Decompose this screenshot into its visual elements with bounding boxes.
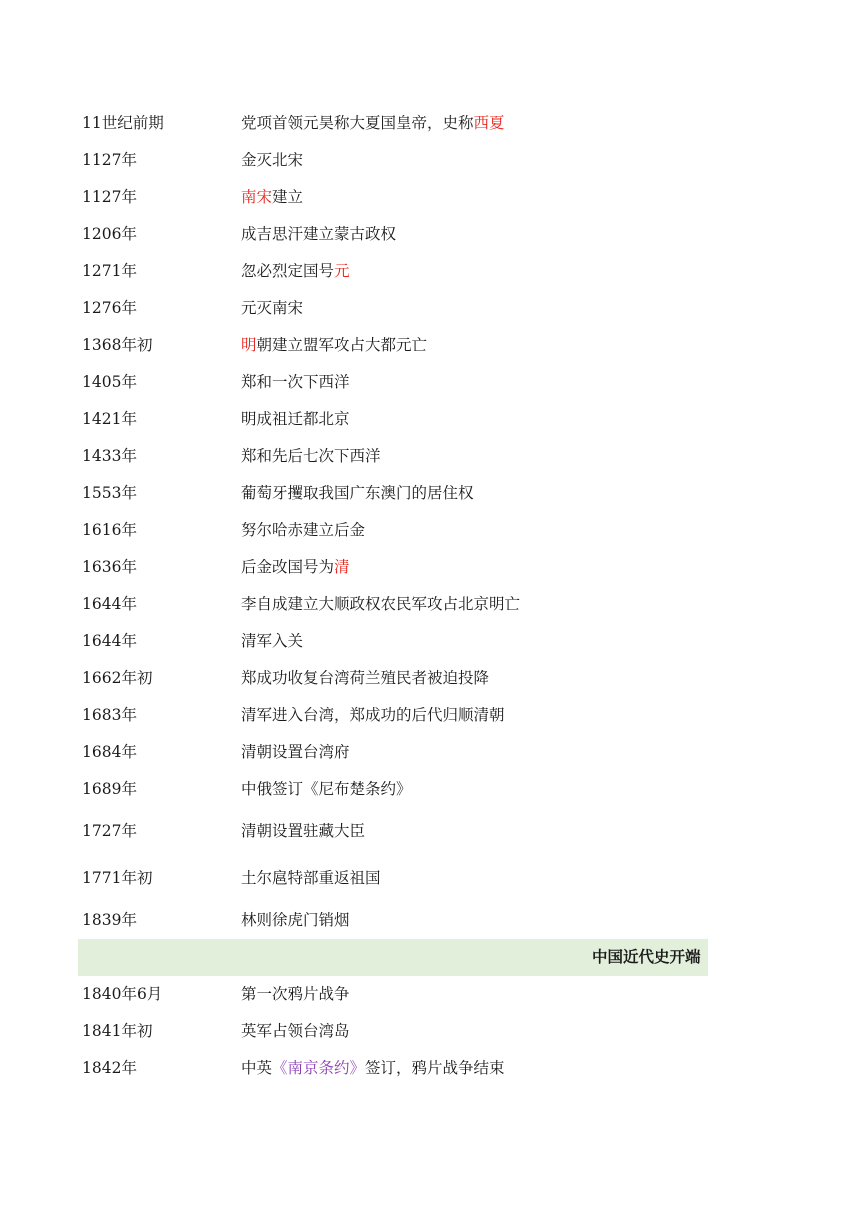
row-event <box>241 512 365 549</box>
row-event <box>241 771 412 808</box>
event-text: 党项首领元昊称大夏国皇帝，史称 <box>241 114 474 132</box>
row-date: 1727年 <box>82 822 137 840</box>
row-event <box>241 902 350 939</box>
row-date: 1433年 <box>82 447 137 465</box>
timeline-row <box>78 549 708 586</box>
row-date: 1276年 <box>82 299 137 317</box>
row-date: 1689年 <box>82 780 137 798</box>
timeline-row <box>78 253 708 290</box>
event-text: 签订，鸦片战争结束 <box>365 1059 505 1077</box>
row-date: 1842年 <box>82 1059 137 1077</box>
row-event <box>241 179 303 216</box>
timeline-row <box>78 438 708 475</box>
row-event <box>241 142 303 179</box>
row-event <box>241 327 427 364</box>
event-text: 土尔扈特部重返祖国 <box>241 869 381 887</box>
timeline-row <box>78 902 708 939</box>
timeline-rows-before <box>78 105 708 939</box>
row-event <box>241 586 520 623</box>
row-date: 1839年 <box>82 911 137 929</box>
timeline-row <box>78 734 708 771</box>
row-event <box>241 976 350 1013</box>
event-text: 清朝设置台湾府 <box>241 743 350 761</box>
highlighted-term: 明 <box>241 336 257 354</box>
row-date: 1127年 <box>82 188 137 206</box>
row-event <box>241 105 505 142</box>
row-date: 1683年 <box>82 706 137 724</box>
timeline-row <box>78 364 708 401</box>
row-date: 1636年 <box>82 558 137 576</box>
event-text: 中俄签订《尼布楚条约》 <box>241 780 412 798</box>
highlighted-term: 《南京条约》 <box>272 1059 366 1077</box>
row-date: 1684年 <box>82 743 137 761</box>
event-text: 金灭北宋 <box>241 151 304 169</box>
highlighted-term: 元 <box>334 262 350 280</box>
event-text: 忽必烈定国号 <box>241 262 335 280</box>
banner-title: 中国近代史开端 <box>592 948 701 966</box>
event-text: 郑成功收复台湾荷兰殖民者被迫投降 <box>241 669 490 687</box>
timeline-row <box>78 697 708 734</box>
row-event <box>241 364 350 401</box>
row-date: 1127年 <box>82 151 137 169</box>
event-text: 建立 <box>272 188 304 206</box>
row-event <box>241 549 350 586</box>
timeline-row <box>78 771 708 808</box>
timeline-row <box>78 623 708 660</box>
event-text: 李自成建立大顺政权农民军攻占北京明亡 <box>241 595 521 613</box>
timeline-row <box>78 808 708 855</box>
event-text: 葡萄牙攫取我国广东澳门的居住权 <box>241 484 474 502</box>
highlighted-term: 南宋 <box>241 188 273 206</box>
row-event <box>241 1050 505 1087</box>
timeline-sheet <box>78 105 708 1087</box>
row-event <box>241 1013 350 1050</box>
row-event <box>241 253 350 290</box>
row-event <box>241 401 350 438</box>
row-event <box>241 290 303 327</box>
row-event <box>241 438 381 475</box>
event-text: 清军进入台湾，郑成功的后代归顺清朝 <box>241 706 505 724</box>
event-text: 朝建立盟军攻占大都元亡 <box>256 336 428 354</box>
timeline-row <box>78 976 708 1013</box>
row-date: 1616年 <box>82 521 137 539</box>
row-event <box>241 855 381 902</box>
row-date: 1206年 <box>82 225 137 243</box>
row-date: 1841年初 <box>82 1022 153 1040</box>
event-text: 中英 <box>241 1059 273 1077</box>
timeline-row <box>78 327 708 364</box>
highlighted-term: 西夏 <box>473 114 505 132</box>
row-date: 1553年 <box>82 484 137 502</box>
event-text: 清朝设置驻藏大臣 <box>241 822 366 840</box>
timeline-row <box>78 855 708 902</box>
timeline-row <box>78 1013 708 1050</box>
row-event <box>241 475 474 512</box>
timeline-rows-after <box>78 976 708 1087</box>
row-event <box>241 808 365 855</box>
timeline-row <box>78 660 708 697</box>
event-text: 清军入关 <box>241 632 304 650</box>
timeline-row <box>78 1050 708 1087</box>
event-text: 林则徐虎门销烟 <box>241 911 350 929</box>
row-event <box>241 623 303 660</box>
timeline-row <box>78 216 708 253</box>
timeline-row <box>78 586 708 623</box>
event-text: 第一次鸦片战争 <box>241 985 350 1003</box>
timeline-row <box>78 179 708 216</box>
event-text: 明成祖迁都北京 <box>241 410 350 428</box>
event-text: 郑和一次下西洋 <box>241 373 350 391</box>
event-text: 元灭南宋 <box>241 299 304 317</box>
timeline-row <box>78 290 708 327</box>
row-date: 1271年 <box>82 262 137 280</box>
row-event <box>241 697 505 734</box>
timeline-row <box>78 401 708 438</box>
row-date: 1405年 <box>82 373 137 391</box>
row-date: 1644年 <box>82 595 137 613</box>
row-date: 1368年初 <box>82 336 153 354</box>
timeline-row <box>78 105 708 142</box>
event-text: 后金改国号为 <box>241 558 335 576</box>
era-banner <box>78 939 708 976</box>
timeline-row <box>78 142 708 179</box>
row-date: 11世纪前期 <box>82 114 164 132</box>
event-text: 英军占领台湾岛 <box>241 1022 350 1040</box>
row-date: 1644年 <box>82 632 137 650</box>
row-event <box>241 660 489 697</box>
event-text: 成吉思汗建立蒙古政权 <box>241 225 397 243</box>
event-text: 努尔哈赤建立后金 <box>241 521 366 539</box>
row-event <box>241 216 396 253</box>
row-date: 1771年初 <box>82 869 153 887</box>
timeline-row <box>78 475 708 512</box>
row-date: 1662年初 <box>82 669 153 687</box>
row-date: 1840年6月 <box>82 985 163 1003</box>
row-event <box>241 734 350 771</box>
event-text: 郑和先后七次下西洋 <box>241 447 381 465</box>
row-date: 1421年 <box>82 410 137 428</box>
highlighted-term: 清 <box>334 558 350 576</box>
timeline-row <box>78 512 708 549</box>
